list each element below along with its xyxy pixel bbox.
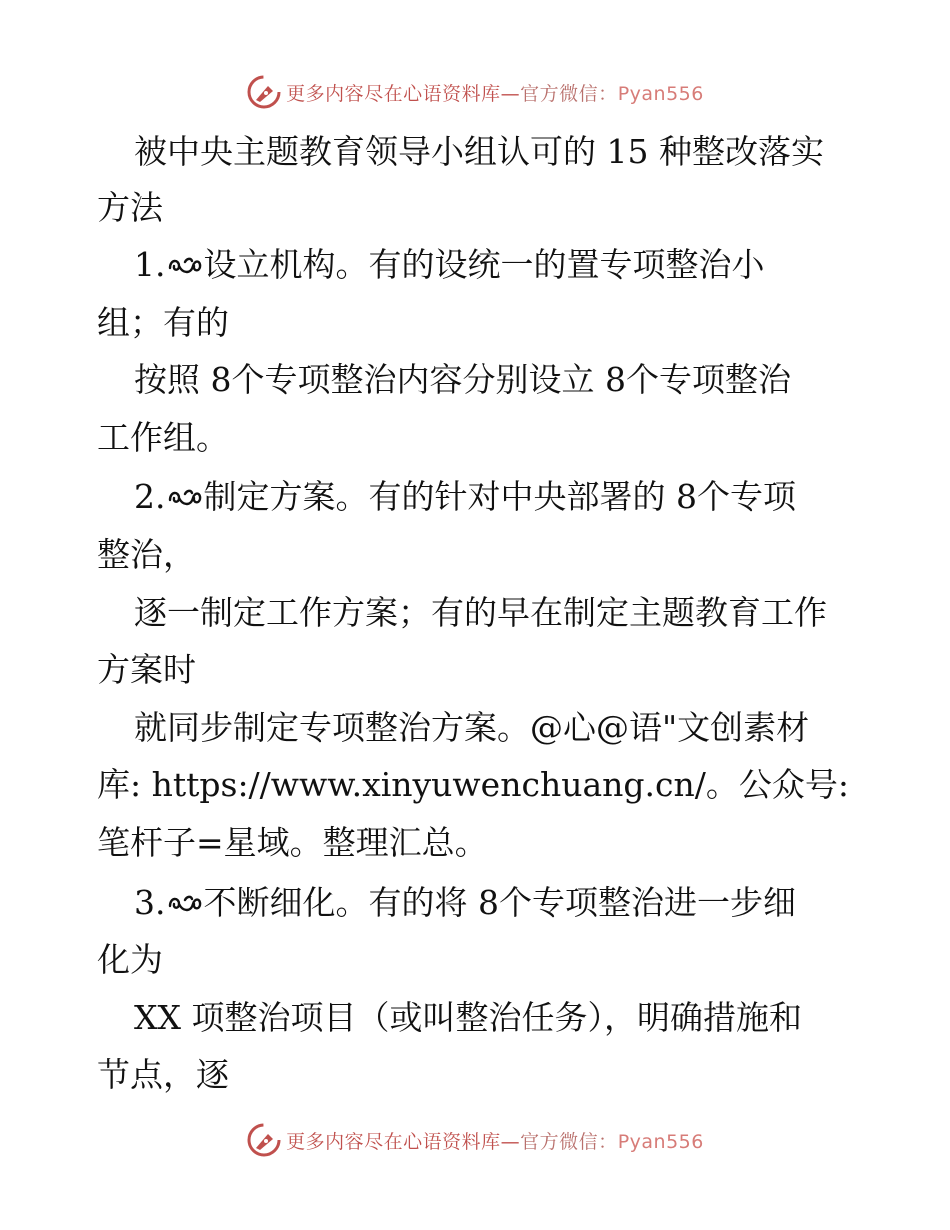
item-2-line3: 逐一制定工作方案；有的早在制定主题教育工作 xyxy=(134,593,827,632)
item-1-number: 1. xyxy=(134,245,166,284)
swirl-ornament-icon xyxy=(167,892,203,916)
pen-nib-logo-icon xyxy=(246,74,282,110)
header-watermark xyxy=(0,70,950,114)
item-1-line2: 组；有的 xyxy=(97,303,229,342)
item-2-line2: 整治， xyxy=(97,535,196,574)
watermark-text xyxy=(286,1127,704,1154)
watermark-main: 更多内容尽在心语资料库 xyxy=(286,82,501,105)
item-3-line3: XX 项整治项目（或叫整治任务），明确措施和 xyxy=(134,998,802,1037)
item-2-heading xyxy=(134,477,796,517)
watermark-dash: — xyxy=(500,1130,521,1153)
watermark-official: 官方微信： xyxy=(520,82,618,105)
watermark-main: 更多内容尽在心语资料库 xyxy=(286,1130,501,1153)
footer-watermark xyxy=(0,1118,950,1162)
item-2-number: 2. xyxy=(134,477,166,516)
item-1-text: 设立机构。有的设统一的置专项整治小 xyxy=(203,245,765,284)
swirl-ornament-icon xyxy=(167,254,203,278)
item-3-number: 3. xyxy=(134,883,166,922)
watermark-wechat-id: Pyan556 xyxy=(617,82,704,105)
watermark-wechat-id: Pyan556 xyxy=(617,1130,704,1153)
item-2-text: 制定方案。有的针对中央部署的 8个专项 xyxy=(203,477,796,516)
doc-title-line2: 方法 xyxy=(97,188,163,227)
item-1-line4: 工作组。 xyxy=(97,418,229,457)
swirl-ornament-icon xyxy=(167,486,203,510)
pen-nib-logo-icon xyxy=(246,1122,282,1158)
watermark-official: 官方微信： xyxy=(520,1130,618,1153)
item-2-line7: 笔杆子=星域。整理汇总。 xyxy=(97,823,488,862)
item-3-heading xyxy=(134,883,796,923)
watermark-text xyxy=(286,79,704,106)
item-1-line3: 按照 8个专项整治内容分别设立 8个专项整治 xyxy=(134,360,791,399)
item-3-text: 不断细化。有的将 8个专项整治进一步细 xyxy=(203,883,796,922)
item-3-line4: 节点，逐 xyxy=(97,1055,229,1094)
doc-title-line1: 被中央主题教育领导小组认可的 15 种整改落实 xyxy=(134,132,824,171)
item-3-line2: 化为 xyxy=(97,940,163,979)
item-2-line5: 就同步制定专项整治方案。@心@语"文创素材 xyxy=(134,708,810,747)
item-1-heading xyxy=(134,245,765,285)
item-2-line6: 库: https://www.xinyuwenchuang.cn/。公众号: xyxy=(97,765,849,804)
item-2-line4: 方案时 xyxy=(97,650,196,689)
watermark-dash: — xyxy=(500,82,521,105)
